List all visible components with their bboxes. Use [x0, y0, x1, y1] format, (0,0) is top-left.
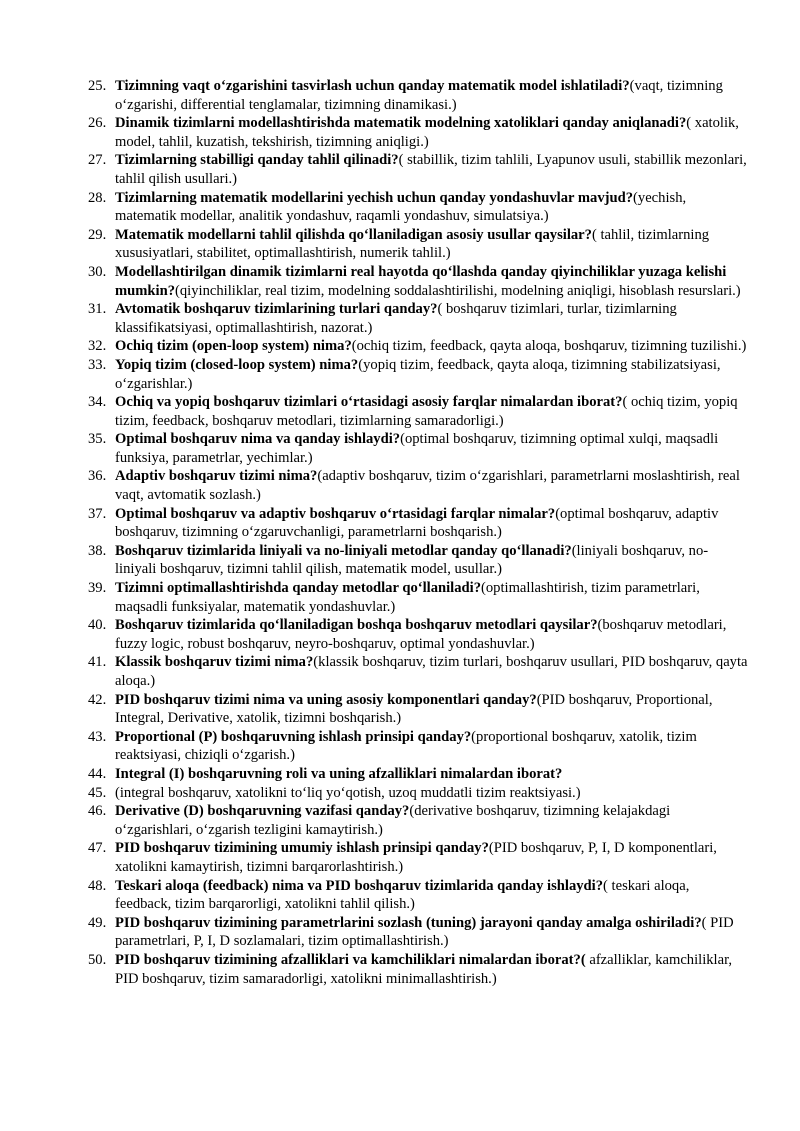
keywords-text: (integral boshqaruv, xatolikni to‘liq yo‘qotish, uzoq muddatli tizim reaktsiyasi.) [115, 784, 581, 801]
keywords-text: (PID boshqaruv, P, I, D komponentlari, xatolikni kamaytirish, tizimni barqarorlashtirish.) [115, 840, 717, 875]
list-item [88, 467, 748, 504]
question-text: Adaptiv boshqaruv tizimi nima? [115, 468, 318, 485]
question-list [88, 77, 748, 988]
item-number: 29. [88, 226, 107, 243]
keywords-text: (derivative boshqaruv, tizimning kelajakdagi o‘zgarishlari, o‘zgarish tezligini kamaytirish.) [115, 803, 671, 838]
list-item [88, 189, 748, 226]
list-item [88, 616, 748, 653]
question-text: Derivative (D) boshqaruvning vazifasi qanday? [115, 803, 410, 820]
item-number: 47. [88, 840, 107, 857]
item-number: 35. [88, 431, 107, 448]
list-item [88, 226, 748, 263]
list-item [88, 430, 748, 467]
keywords-text: ( stabillik, tizim tahlili, Lyapunov usuli, stabillik mezonlari, tahlil qilish usullari.) [115, 152, 747, 187]
item-number: 28. [88, 189, 107, 206]
keywords-text: ( xatolik, model, tahlil, kuzatish, tekshirish, tizimning aniqligi.) [115, 115, 739, 150]
list-item [88, 579, 748, 616]
item-number: 41. [88, 654, 107, 671]
item-number: 32. [88, 338, 107, 355]
keywords-text: (adaptiv boshqaruv, tizim o‘zgarishlari, parametrlarni moslashtirish, real vaqt, avtomatik sozlash.) [115, 468, 740, 504]
item-number: 31. [88, 301, 107, 318]
item-number: 44. [88, 765, 107, 782]
question-text: PID boshqaruv tizimining umumiy ishlash prinsipi qanday? [115, 840, 489, 857]
question-text: Tizimni optimallashtirishda qanday metodlar qo‘llaniladi? [115, 580, 481, 597]
item-number: 40. [88, 617, 107, 634]
keywords-text: (ochiq tizim, feedback, qayta aloqa, boshqaruv, tizimning tuzilishi.) [351, 338, 747, 355]
list-item [88, 784, 748, 803]
keywords-text: ( boshqaruv tizimlari, turlar, tizimlarning klassifikatsiyasi, optimallashtirish, nazorat.) [115, 301, 677, 336]
question-text: Optimal boshqaruv nima va qanday ishlaydi? [115, 431, 401, 448]
item-number: 36. [88, 468, 107, 485]
item-number: 50. [88, 951, 107, 968]
list-item [88, 151, 748, 188]
list-item [88, 653, 748, 690]
keywords-text: (optimallashtirish, tizim parametrlari, maqsadli funksiyalar, matematik yondashuvlar.) [115, 580, 700, 615]
keywords-text: (vaqt, tizimning o‘zgarishi, differential tenglamalar, tizimning dinamikasi.) [115, 78, 723, 113]
list-item [88, 263, 748, 300]
list-item [88, 951, 748, 988]
question-text: PID boshqaruv tizimi nima va uning asosiy komponentlari qanday? [115, 691, 537, 708]
keywords-text: (yechish, matematik modellar, analitik yondashuv, raqamli yondashuv, simulatsiya.) [115, 189, 687, 225]
list-item [88, 356, 748, 393]
list-item [88, 877, 748, 914]
question-text: PID boshqaruv tizimining parametrlarini sozlash (tuning) jarayoni qanday amalga oshiriladi? [115, 914, 702, 931]
list-item [88, 505, 748, 542]
keywords-text: (liniyali boshqaruv, no-liniyali boshqaruv, tizimni tahlil qilish, matematik model, usullar.) [115, 542, 709, 578]
keywords-text: (yopiq tizim, feedback, qayta aloqa, tizimning stabilizatsiyasi, o‘zgarishlar.) [115, 356, 721, 392]
keywords-text: afzalliklar, kamchiliklar, PID boshqaruv, tizim samaradorligi, xatolikni minimallashtirish.) [115, 951, 733, 987]
question-text: Matematik modellarni tahlil qilishda qo‘llaniladigan asosiy usullar qaysilar? [115, 226, 592, 243]
item-number: 30. [88, 263, 107, 280]
keywords-text: (optimal boshqaruv, adaptiv boshqaruv, tizimning o‘zgaruvchanligi, parametrlarni boshqarish.) [115, 505, 719, 541]
question-text: Klassik boshqaruv tizimi nima? [115, 654, 314, 671]
keywords-text: (optimal boshqaruv, tizimning optimal xulqi, maqsadli funksiya, parametrlar, yechimlar.) [115, 431, 719, 466]
question-text: Tizimlarning stabilligi qanday tahlil qilinadi? [115, 152, 399, 169]
list-item [88, 728, 748, 765]
keywords-text: ( tahlil, tizimlarning xususiyatlari, stabilitet, optimallashtirish, numerik tahlil.) [115, 226, 710, 262]
list-item [88, 839, 748, 876]
question-text: Optimal boshqaruv va adaptiv boshqaruv o‘rtasidagi farqlar nimalar? [115, 505, 556, 522]
question-text: Tizimning vaqt o‘zgarishini tasvirlash uchun qanday matematik model ishlatiladi? [115, 78, 630, 94]
item-number: 43. [88, 728, 107, 745]
question-text: Boshqaruv tizimlarida liniyali va no-liniyali metodlar qanday qo‘llanadi? [115, 542, 572, 559]
question-text: Avtomatik boshqaruv tizimlarining turlari qanday? [115, 301, 438, 318]
list-item [88, 337, 748, 356]
question-text: PID boshqaruv tizimining afzalliklari va kamchiliklari nimalardan iborat?( [115, 951, 586, 968]
list-item [88, 691, 748, 728]
item-number: 45. [88, 784, 107, 801]
question-text: Integral (I) boshqaruvning roli va uning afzalliklari nimalardan iborat? [115, 765, 563, 782]
list-item [88, 393, 748, 430]
list-item [88, 542, 748, 579]
item-number: 48. [88, 877, 107, 894]
keywords-text: (proportional boshqaruv, xatolik, tizim reaktsiyasi, chiziqli o‘zgarish.) [115, 728, 697, 764]
list-item [88, 77, 748, 114]
keywords-text: ( teskari aloqa, feedback, tizim barqarorligi, xatolikni tahlil qilish.) [115, 877, 690, 913]
item-number: 25. [88, 78, 107, 94]
question-text: Proportional (P) boshqaruvning ishlash prinsipi qanday? [115, 728, 472, 745]
list-item [88, 802, 748, 839]
item-number: 37. [88, 505, 107, 522]
question-text: Dinamik tizimlarni modellashtirishda matematik modelning xatoliklari qanday aniqlanadi? [115, 115, 687, 132]
question-text: Teskari aloqa (feedback) nima va PID boshqaruv tizimlarida qanday ishlaydi? [115, 877, 604, 894]
question-text: Ochiq va yopiq boshqaruv tizimlari o‘rtasidagi asosiy farqlar nimalardan iborat? [115, 394, 623, 411]
keywords-text: (klassik boshqaruv, tizim turlari, boshqaruv usullari, PID boshqaruv, qayta aloqa.) [115, 654, 748, 689]
list-item [88, 765, 748, 784]
item-number: 26. [88, 115, 107, 132]
question-text: Boshqaruv tizimlarida qo‘llaniladigan boshqa boshqaruv metodlari qaysilar? [115, 617, 598, 634]
list-item [88, 914, 748, 951]
item-number: 34. [88, 394, 107, 411]
keywords-text: (boshqaruv metodlari, fuzzy logic, robust boshqaruv, neyro-boshqaruv, optimal yondashuvlar.) [115, 617, 727, 652]
keywords-text: (qiyinchiliklar, real tizim, modelning soddalashtirilishi, modelning aniqligi, hisoblash resurslari.) [175, 282, 741, 299]
item-number: 38. [88, 542, 107, 559]
item-number: 39. [88, 580, 107, 597]
item-number: 27. [88, 152, 107, 169]
item-number: 33. [88, 356, 107, 373]
question-text: Modellashtirilgan dinamik tizimlarni real hayotda qo‘llashda qanday qiyinchiliklar yuzaga kelishi mumkin? [115, 263, 727, 299]
keywords-text: (PID boshqaruv, Proportional, Integral, Derivative, xatolik, tizimni boshqarish.) [115, 691, 713, 727]
question-text: Tizimlarning matematik modellarini yechish uchun qanday yondashuvlar mavjud? [115, 189, 634, 206]
item-number: 42. [88, 691, 107, 708]
question-text: Ochiq tizim (open-loop system) nima? [115, 338, 352, 355]
keywords-text: ( ochiq tizim, yopiq tizim, feedback, boshqaruv metodlari, tizimlarning samaradorligi.) [115, 394, 738, 429]
item-number: 49. [88, 914, 107, 931]
item-number: 46. [88, 803, 107, 820]
keywords-text: ( PID parametrlari, P, I, D sozlamalari, tizim optimallashtirish.) [115, 914, 734, 950]
list-item [88, 300, 748, 337]
list-item [88, 114, 748, 151]
question-text: Yopiq tizim (closed-loop system) nima? [115, 356, 359, 373]
